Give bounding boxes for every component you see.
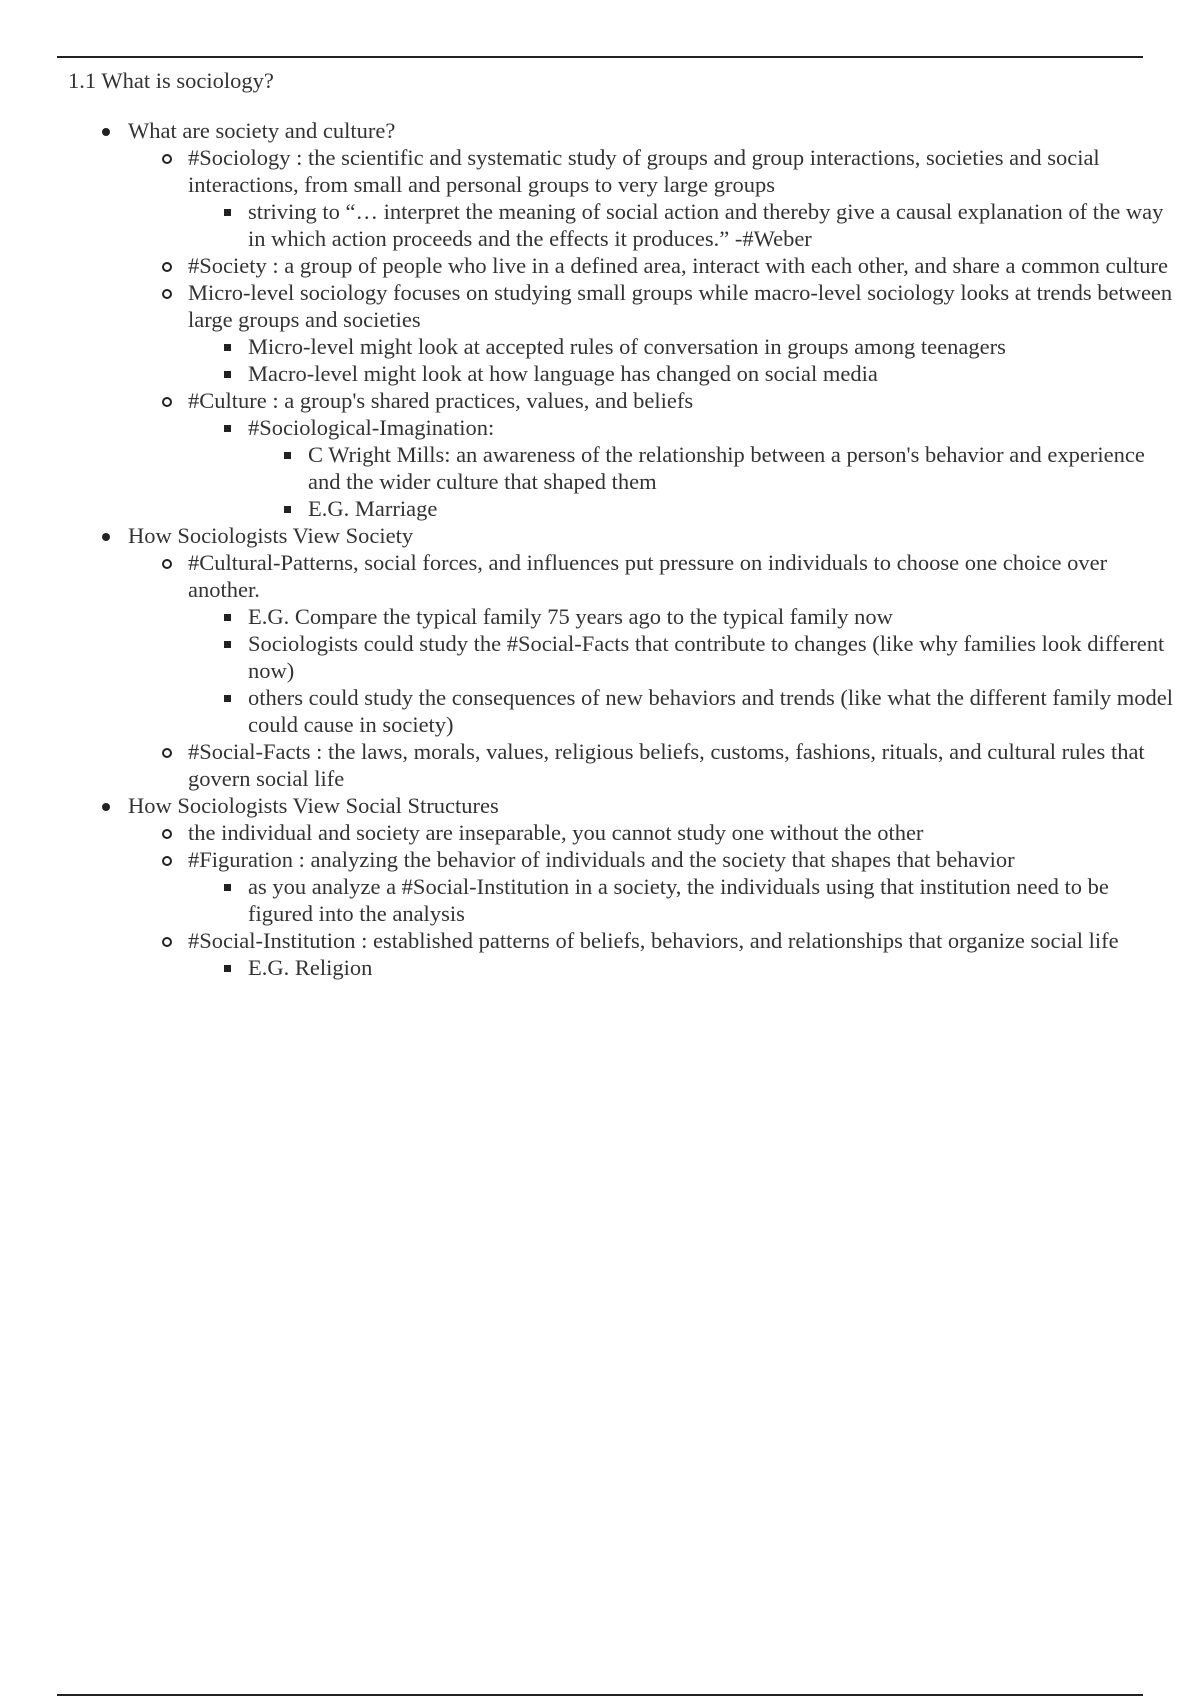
list-item-text: E.G. Marriage [308, 496, 438, 521]
list-item-text: E.G. Religion [248, 955, 373, 980]
list-item-text: striving to “… interpret the meaning of social action and thereby give a causal explanation of the way in which action proceeds and the effects it produces.” -#Weber [248, 199, 1164, 251]
list-item [248, 198, 1173, 252]
sub-list [188, 144, 1173, 522]
list-item-text: Micro-level sociology focuses on studying small groups while macro-level sociology looks at trends between large groups and societies [188, 280, 1173, 332]
list-item [188, 819, 1173, 846]
top-rule [57, 56, 1143, 58]
list-item [128, 792, 1173, 981]
list-item-text: others could study the consequences of new behaviors and trends (like what the different family model could cause in society) [248, 685, 1173, 737]
sub-list [248, 333, 1173, 387]
sub-list [308, 441, 1173, 522]
list-item-text: Macro-level might look at how language has changed on social media [248, 361, 878, 386]
sub-list [248, 954, 1173, 981]
list-item [188, 927, 1173, 981]
outline-list [128, 117, 1173, 981]
list-item-text: #Culture : a group's shared practices, values, and beliefs [188, 388, 694, 413]
list-item-text: #Social-Institution : established patterns of beliefs, behaviors, and relationships that organize social life [188, 928, 1119, 953]
list-item-text: Sociologists could study the #Social-Facts that contribute to changes (like why families look different now) [248, 631, 1165, 683]
sub-list [248, 873, 1173, 927]
list-item [248, 954, 1173, 981]
list-item-text: as you analyze a #Social-Institution in a society, the individuals using that institution need to be figured into the analysis [248, 874, 1109, 926]
list-item-text: How Sociologists View Society [128, 523, 414, 548]
list-item-text: Micro-level might look at accepted rules of conversation in groups among teenagers [248, 334, 1006, 359]
list-item-text: #Society : a group of people who live in a defined area, interact with each other, and share a common culture [188, 253, 1168, 278]
list-item [248, 684, 1173, 738]
list-item [248, 630, 1173, 684]
sub-list [188, 549, 1173, 792]
list-item [188, 738, 1173, 792]
list-item-text: #Sociology : the scientific and systematic study of groups and group interactions, societies and social interactions, from small and personal groups to very large groups [188, 145, 1100, 197]
sub-list [188, 819, 1173, 981]
list-item-text: #Sociological-Imagination: [248, 415, 495, 440]
sub-list [248, 414, 1173, 522]
list-item [188, 144, 1173, 252]
list-item-text: the individual and society are inseparable, you cannot study one without the other [188, 820, 924, 845]
list-item [188, 252, 1173, 279]
list-item [308, 441, 1173, 495]
list-item [188, 387, 1173, 522]
list-item-text: C Wright Mills: an awareness of the relationship between a person's behavior and experience and the wider culture that shaped them [308, 442, 1145, 494]
list-item-text: #Social-Facts : the laws, morals, values, religious beliefs, customs, fashions, rituals, and cultural rules that govern social life [188, 739, 1145, 791]
list-item [128, 522, 1173, 792]
bottom-rule [57, 1694, 1143, 1696]
sub-list [248, 603, 1173, 738]
list-item-text: How Sociologists View Social Structures [128, 793, 499, 818]
list-item [128, 117, 1173, 522]
list-item [248, 603, 1173, 630]
list-item-text: #Figuration : analyzing the behavior of individuals and the society that shapes that behavior [188, 847, 1015, 872]
list-item [188, 846, 1173, 927]
list-item-text: E.G. Compare the typical family 75 years ago to the typical family now [248, 604, 893, 629]
section-title: 1.1 What is sociology? [68, 68, 274, 93]
list-item [248, 873, 1173, 927]
sub-list [248, 198, 1173, 252]
document-body [68, 67, 1173, 981]
list-item [188, 279, 1173, 387]
list-item-text: #Cultural-Patterns, social forces, and influences put pressure on individuals to choose one choice over another. [188, 550, 1108, 602]
list-item [308, 495, 1173, 522]
list-item [248, 414, 1173, 522]
list-item [248, 360, 1173, 387]
list-item [188, 549, 1173, 738]
list-item-text: What are society and culture? [128, 118, 396, 143]
list-item [248, 333, 1173, 360]
